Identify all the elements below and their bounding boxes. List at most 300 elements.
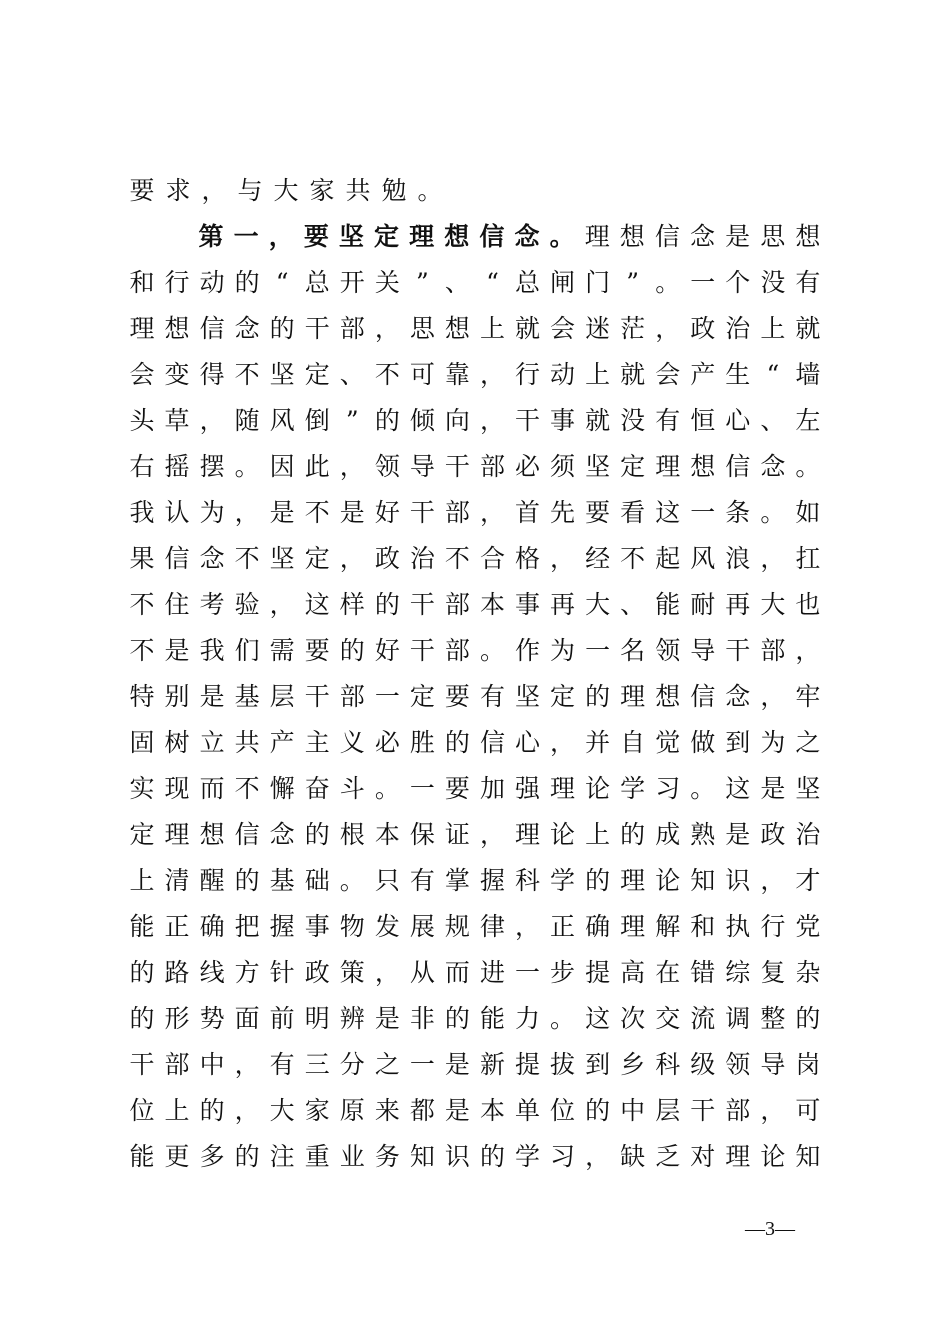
character: 念 xyxy=(234,314,260,343)
character: 不 xyxy=(444,544,470,573)
character: 是 xyxy=(374,1004,400,1033)
character: 熟 xyxy=(690,820,716,849)
character: 政 xyxy=(304,958,330,987)
character: 草 xyxy=(164,406,190,435)
character: 整 xyxy=(760,1004,786,1033)
character: 条 xyxy=(725,498,751,527)
character: 的 xyxy=(199,1096,225,1125)
character: 步 xyxy=(550,958,576,987)
character: 可 xyxy=(409,360,435,389)
character: 次 xyxy=(620,1004,646,1033)
character: 想 xyxy=(444,314,470,343)
character: 一 xyxy=(515,958,541,987)
character: ， xyxy=(479,498,505,527)
character: 干 xyxy=(409,498,435,527)
character: 动 xyxy=(199,268,225,297)
character: 茫 xyxy=(620,314,646,343)
character: 一 xyxy=(374,682,400,711)
character: 风 xyxy=(690,544,716,573)
bold-character: 念 xyxy=(514,222,540,251)
character: 定 xyxy=(620,452,646,481)
character: ， xyxy=(201,176,227,205)
character: 是 xyxy=(164,636,190,665)
character: 迷 xyxy=(585,314,611,343)
character: 名 xyxy=(620,636,646,665)
character: 此 xyxy=(304,452,330,481)
character: 缺 xyxy=(620,1142,646,1171)
character: 关 xyxy=(374,268,400,297)
character: 定 xyxy=(409,682,435,711)
character: 信 xyxy=(479,728,505,757)
character: 这 xyxy=(304,590,330,619)
character: 是 xyxy=(339,498,365,527)
character: 行 xyxy=(760,912,786,941)
character: 只 xyxy=(374,866,400,895)
character: 部 xyxy=(444,590,470,619)
character: 、 xyxy=(444,268,470,297)
character: 坚 xyxy=(795,774,821,803)
character: 风 xyxy=(269,406,295,435)
character: 都 xyxy=(409,1096,435,1125)
character: 中 xyxy=(620,1096,646,1125)
character: 之 xyxy=(374,1050,400,1079)
character: 知 xyxy=(409,1142,435,1171)
character: 、 xyxy=(760,406,786,435)
character: “ xyxy=(275,268,289,297)
character: 坚 xyxy=(269,360,295,389)
text-line xyxy=(129,260,821,306)
character: 理 xyxy=(164,820,190,849)
character: 念 xyxy=(199,544,225,573)
character: 不 xyxy=(234,544,260,573)
character: 事 xyxy=(304,912,330,941)
character: 的 xyxy=(444,1004,470,1033)
character: 进 xyxy=(479,958,505,987)
character: 岗 xyxy=(795,1050,821,1079)
character: 能 xyxy=(129,912,155,941)
character: 力 xyxy=(515,1004,541,1033)
character: 领 xyxy=(374,452,400,481)
character: 之 xyxy=(795,728,821,757)
character: 格 xyxy=(515,544,541,573)
character: 能 xyxy=(479,1004,505,1033)
character: 习 xyxy=(655,774,681,803)
character: 事 xyxy=(550,406,576,435)
character: 的 xyxy=(304,820,330,849)
character: 是 xyxy=(760,774,786,803)
character: ， xyxy=(234,498,260,527)
character: 产 xyxy=(690,360,716,389)
character: ， xyxy=(339,452,365,481)
character: 单 xyxy=(515,1096,541,1125)
character: 干 xyxy=(409,590,435,619)
character: 确 xyxy=(585,912,611,941)
character: 看 xyxy=(620,498,646,527)
character: 不 xyxy=(234,360,260,389)
character: 干 xyxy=(725,636,751,665)
character: 动 xyxy=(550,360,576,389)
text-line xyxy=(129,766,821,812)
character: 定 xyxy=(304,544,330,573)
character: 不 xyxy=(620,544,646,573)
character: 会 xyxy=(129,360,155,389)
character: 干 xyxy=(304,682,330,711)
text-line xyxy=(129,858,821,904)
character: 对 xyxy=(690,1142,716,1171)
character: 干 xyxy=(304,314,330,343)
character: 不 xyxy=(129,590,155,619)
character: 策 xyxy=(339,958,365,987)
character: 门 xyxy=(585,268,611,297)
bold-character: 要 xyxy=(303,222,329,251)
character: 不 xyxy=(129,636,155,665)
character: 就 xyxy=(795,314,821,343)
character: 科 xyxy=(655,1050,681,1079)
character: 。 xyxy=(374,774,400,803)
character: 多 xyxy=(199,1142,225,1171)
character: 起 xyxy=(655,544,681,573)
character: 清 xyxy=(164,866,190,895)
character: ， xyxy=(795,636,821,665)
character: 先 xyxy=(550,498,576,527)
character: 要 xyxy=(304,636,330,665)
character: ， xyxy=(585,1142,611,1171)
text-line xyxy=(129,306,821,352)
character: 特 xyxy=(129,682,155,711)
character: 分 xyxy=(339,1050,365,1079)
character: 上 xyxy=(129,866,155,895)
character: 大 xyxy=(269,1096,295,1125)
character: 流 xyxy=(690,1004,716,1033)
text-line xyxy=(129,1134,821,1180)
character: 正 xyxy=(164,912,190,941)
character: 调 xyxy=(725,1004,751,1033)
character: 治 xyxy=(409,544,435,573)
character: 靠 xyxy=(444,360,470,389)
text-line xyxy=(129,904,821,950)
character: 本 xyxy=(479,1096,505,1125)
text-line xyxy=(129,1088,821,1134)
character: 倾 xyxy=(409,406,435,435)
character: 的 xyxy=(374,406,400,435)
character: 有 xyxy=(655,406,681,435)
character: 业 xyxy=(339,1142,365,1171)
character: 有 xyxy=(479,682,505,711)
character: 础 xyxy=(304,866,330,895)
character: 必 xyxy=(515,452,541,481)
character: 需 xyxy=(269,636,295,665)
text-line xyxy=(129,812,821,858)
character: 基 xyxy=(234,682,260,711)
text-line xyxy=(129,720,821,766)
character: 产 xyxy=(269,728,295,757)
character: 共 xyxy=(234,728,260,757)
character: 上 xyxy=(164,1096,190,1125)
character: 的 xyxy=(620,820,646,849)
character: 在 xyxy=(655,958,681,987)
character: 这 xyxy=(585,1004,611,1033)
character: 注 xyxy=(269,1142,295,1171)
character: 要 xyxy=(129,176,155,205)
character: 级 xyxy=(690,1050,716,1079)
bold-character: 一 xyxy=(233,222,259,251)
character: 非 xyxy=(409,1004,435,1033)
character: 中 xyxy=(199,1050,225,1079)
character: 复 xyxy=(760,958,786,987)
character: 作 xyxy=(515,636,541,665)
character: 交 xyxy=(655,1004,681,1033)
character: 成 xyxy=(655,820,681,849)
character: ， xyxy=(479,820,505,849)
character: 如 xyxy=(795,498,821,527)
character: 是 xyxy=(269,498,295,527)
character: 干 xyxy=(129,1050,155,1079)
character: 头 xyxy=(129,406,155,435)
character: 想 xyxy=(164,314,190,343)
character: 能 xyxy=(129,1142,155,1171)
character: 的 xyxy=(374,590,400,619)
character: 坚 xyxy=(585,452,611,481)
character: 就 xyxy=(515,314,541,343)
character: 果 xyxy=(129,544,155,573)
character: 新 xyxy=(479,1050,505,1079)
character: 定 xyxy=(304,360,330,389)
character: 斗 xyxy=(339,774,365,803)
bold-character: 坚 xyxy=(338,222,364,251)
character: ， xyxy=(760,866,786,895)
character: 的 xyxy=(234,268,260,297)
character: 。 xyxy=(339,866,365,895)
character: 基 xyxy=(269,866,295,895)
character: 与 xyxy=(237,176,263,205)
character: 行 xyxy=(515,360,541,389)
character: ， xyxy=(479,360,505,389)
character: 的 xyxy=(444,728,470,757)
character: 开 xyxy=(339,268,365,297)
character: 大 xyxy=(760,590,786,619)
character: 耐 xyxy=(690,590,716,619)
character: 更 xyxy=(164,1142,190,1171)
character: 想 xyxy=(690,452,716,481)
character: 样 xyxy=(339,590,365,619)
character: 会 xyxy=(550,314,576,343)
character: 也 xyxy=(795,590,821,619)
character: 错 xyxy=(690,958,716,987)
character: 部 xyxy=(339,314,365,343)
character: 倒 xyxy=(304,406,330,435)
character: 握 xyxy=(479,866,505,895)
text-line xyxy=(129,352,821,398)
character: 念 xyxy=(760,452,786,481)
character: 理 xyxy=(620,866,646,895)
character: 明 xyxy=(304,1004,330,1033)
character: 领 xyxy=(655,636,681,665)
character: 为 xyxy=(199,498,225,527)
character: 针 xyxy=(269,958,295,987)
character: 论 xyxy=(550,820,576,849)
character: ， xyxy=(760,682,786,711)
character: 位 xyxy=(550,1096,576,1125)
character: 加 xyxy=(479,774,505,803)
character: 认 xyxy=(164,498,190,527)
character: 合 xyxy=(479,544,505,573)
character: 的 xyxy=(339,636,365,665)
character: 的 xyxy=(585,1096,611,1125)
character: 面 xyxy=(234,1004,260,1033)
character: 恒 xyxy=(690,406,716,435)
character: 辨 xyxy=(339,1004,365,1033)
character: 的 xyxy=(269,314,295,343)
character: 念 xyxy=(690,222,716,251)
bold-character: 定 xyxy=(374,222,400,251)
character: 才 xyxy=(795,866,821,895)
bold-character: ， xyxy=(268,222,294,251)
character: 立 xyxy=(199,728,225,757)
character: 共 xyxy=(345,176,371,205)
character: 要 xyxy=(585,498,611,527)
character: 坚 xyxy=(515,682,541,711)
character: ， xyxy=(234,1096,260,1125)
character: 思 xyxy=(409,314,435,343)
character: 为 xyxy=(550,636,576,665)
character: 想 xyxy=(655,682,681,711)
character: 一 xyxy=(409,774,435,803)
character: ， xyxy=(339,544,365,573)
character: 思 xyxy=(760,222,786,251)
character: 有 xyxy=(409,866,435,895)
character: 部 xyxy=(479,452,505,481)
character: 一 xyxy=(690,498,716,527)
character: 奋 xyxy=(304,774,330,803)
character: 规 xyxy=(444,912,470,941)
character: ， xyxy=(655,314,681,343)
character: 勉 xyxy=(381,176,407,205)
character: 好 xyxy=(374,498,400,527)
character: 论 xyxy=(585,774,611,803)
character: ” xyxy=(345,406,359,435)
bold-character: 信 xyxy=(479,222,505,251)
character: 提 xyxy=(515,1050,541,1079)
character: 摇 xyxy=(164,452,190,481)
character: 三 xyxy=(304,1050,330,1079)
character: 论 xyxy=(760,1142,786,1171)
character: 首 xyxy=(515,498,541,527)
character: 因 xyxy=(269,452,295,481)
character: 方 xyxy=(234,958,260,987)
character: ， xyxy=(199,406,225,435)
character: 信 xyxy=(654,222,680,251)
character: 我 xyxy=(129,498,155,527)
character: 是 xyxy=(199,682,225,711)
character: “ xyxy=(766,360,780,389)
character: 线 xyxy=(199,958,225,987)
character: 政 xyxy=(760,820,786,849)
character: 习 xyxy=(550,1142,576,1171)
character: 验 xyxy=(234,590,260,619)
character: 浪 xyxy=(725,544,751,573)
character: 根 xyxy=(339,820,365,849)
character: 的 xyxy=(479,1142,505,1171)
character: 的 xyxy=(234,866,260,895)
character: 解 xyxy=(655,912,681,941)
character: 住 xyxy=(164,590,190,619)
character: 学 xyxy=(515,1142,541,1171)
character: 牢 xyxy=(795,682,821,711)
character: “ xyxy=(486,268,499,297)
character: 层 xyxy=(269,682,295,711)
character: 醒 xyxy=(199,866,225,895)
character: 、 xyxy=(620,590,646,619)
character: 想 xyxy=(619,222,645,251)
character: 会 xyxy=(655,360,681,389)
character: 现 xyxy=(164,774,190,803)
character: 想 xyxy=(795,222,821,251)
character: 路 xyxy=(164,958,190,987)
character: 上 xyxy=(585,820,611,849)
character: 是 xyxy=(444,1096,470,1125)
character: 干 xyxy=(444,452,470,481)
character: 不 xyxy=(234,774,260,803)
character: 的 xyxy=(585,682,611,711)
character: 得 xyxy=(199,360,225,389)
character: 部 xyxy=(339,682,365,711)
character: 别 xyxy=(164,682,190,711)
character: 律 xyxy=(479,912,505,941)
character: 把 xyxy=(234,912,260,941)
character: 不 xyxy=(304,498,330,527)
character: 这 xyxy=(725,774,751,803)
character: 部 xyxy=(725,1096,751,1125)
character: 识 xyxy=(444,1142,470,1171)
character: 要 xyxy=(444,774,470,803)
character: 一 xyxy=(585,636,611,665)
character: 治 xyxy=(725,314,751,343)
character: 我 xyxy=(199,636,225,665)
character: 要 xyxy=(444,682,470,711)
character: 理 xyxy=(550,774,576,803)
character: 树 xyxy=(164,728,190,757)
character: 经 xyxy=(585,544,611,573)
character: 事 xyxy=(515,590,541,619)
character: 展 xyxy=(409,912,435,941)
character: 而 xyxy=(444,958,470,987)
character: 综 xyxy=(725,958,751,987)
character: 理 xyxy=(584,222,610,251)
character: 形 xyxy=(164,1004,190,1033)
character: 党 xyxy=(795,912,821,941)
character: ， xyxy=(760,544,786,573)
character: 、 xyxy=(339,360,365,389)
character: 有 xyxy=(269,1050,295,1079)
character: 信 xyxy=(164,544,190,573)
character: 位 xyxy=(129,1096,155,1125)
character: 家 xyxy=(304,1096,330,1125)
character: 的 xyxy=(129,1004,155,1033)
text-line xyxy=(129,536,821,582)
character: 的 xyxy=(129,958,155,987)
character: 固 xyxy=(129,728,155,757)
character: 握 xyxy=(269,912,295,941)
character: 掌 xyxy=(444,866,470,895)
bold-character: 想 xyxy=(444,222,470,251)
character: 向 xyxy=(444,406,470,435)
text-line xyxy=(129,674,821,720)
text-line xyxy=(129,168,821,214)
character: ， xyxy=(515,912,541,941)
character: 信 xyxy=(199,314,225,343)
character: ， xyxy=(234,1050,260,1079)
character: 强 xyxy=(515,774,541,803)
